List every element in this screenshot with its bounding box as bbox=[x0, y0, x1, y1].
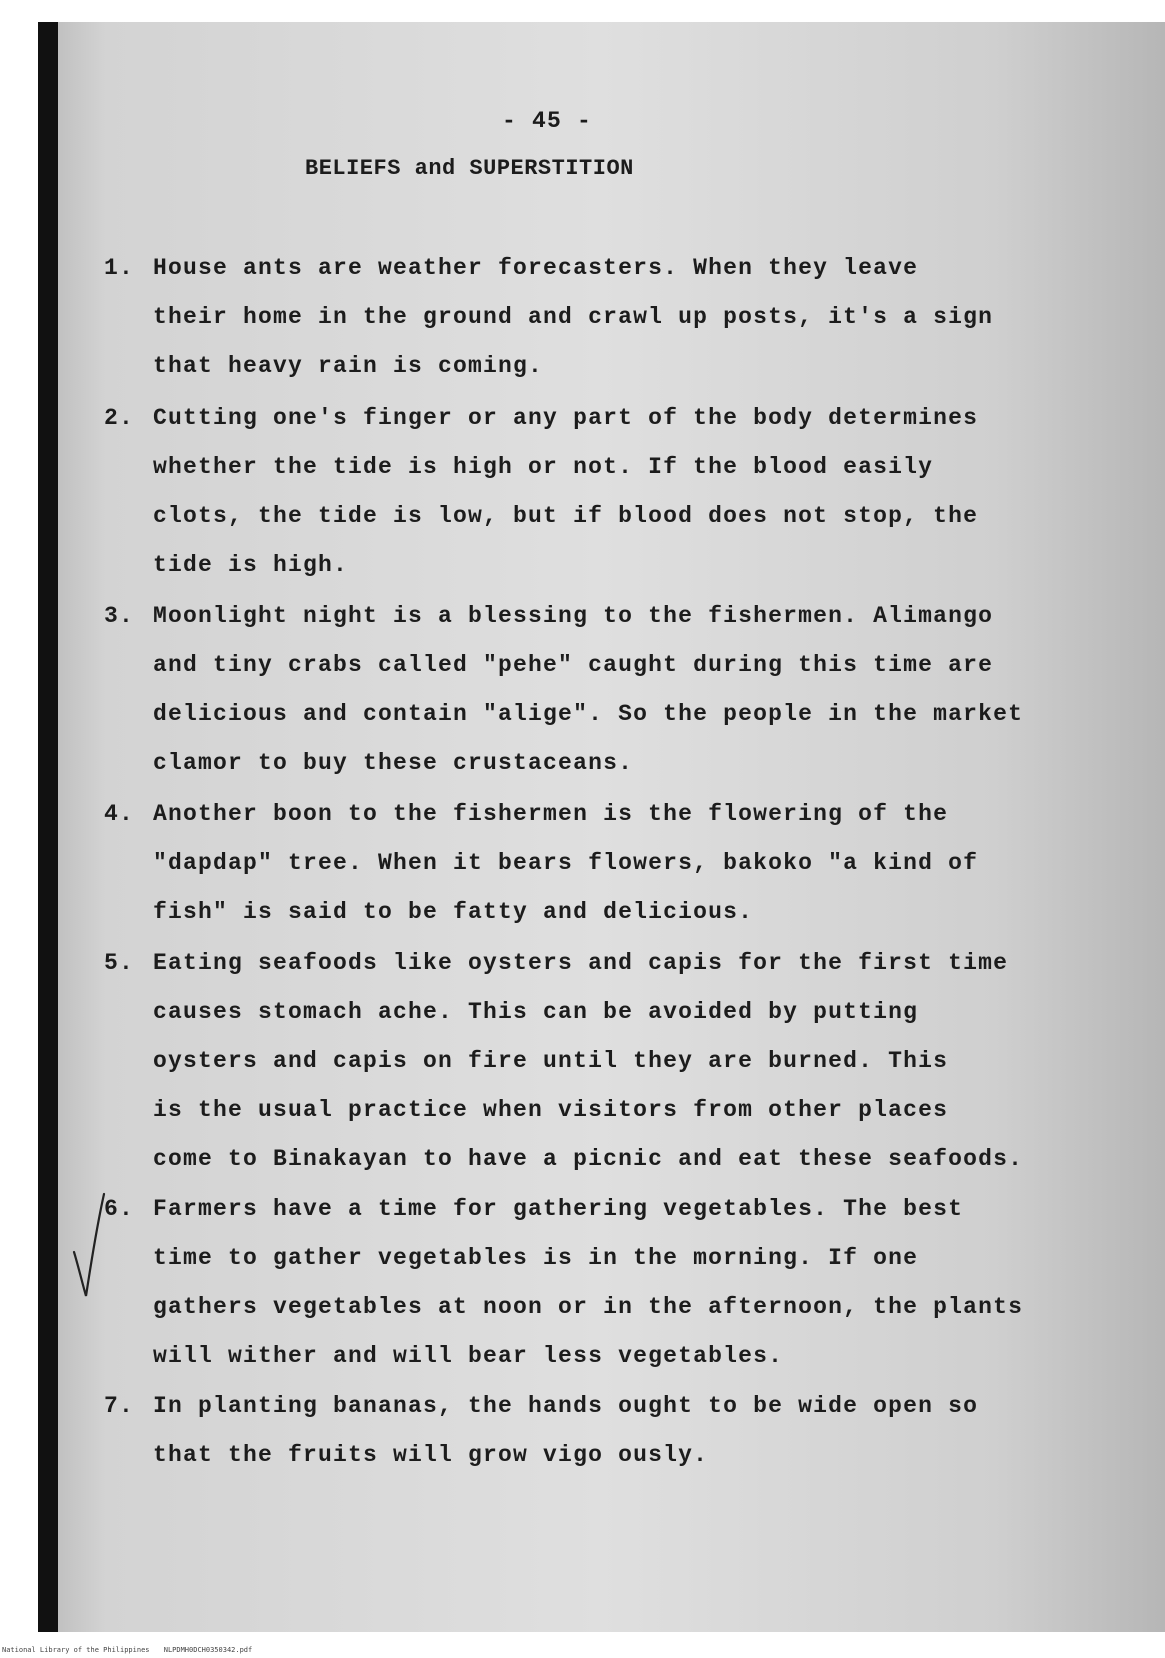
page-number: - 45 - bbox=[502, 108, 593, 134]
item-5-line-1: Eating seafoods like oysters and capis for the first time bbox=[153, 950, 1009, 976]
item-5-line-4: is the usual practice when visitors from other places bbox=[153, 1097, 949, 1123]
item-2-number: 2. bbox=[104, 405, 135, 431]
item-4-number: 4. bbox=[104, 801, 135, 827]
item-5-line-5: come to Binakayan to have a picnic and eat these seafoods. bbox=[153, 1146, 1024, 1172]
item-2-line-4: tide is high. bbox=[153, 552, 349, 578]
item-4-line-2: "dapdap" tree. When it bears flowers, bakoko "a kind of bbox=[153, 850, 979, 876]
item-1-line-3: that heavy rain is coming. bbox=[153, 353, 544, 379]
footer-filename: NLPDMH0DCH0350342.pdf bbox=[163, 1646, 253, 1654]
item-7-number: 7. bbox=[104, 1393, 135, 1419]
binding-edge bbox=[38, 22, 58, 1632]
handwritten-checkmark-icon bbox=[68, 1190, 108, 1300]
page-title: BELIEFS and SUPERSTITION bbox=[305, 156, 634, 181]
item-1-line-2: their home in the ground and crawl up posts, it's a sign bbox=[153, 304, 994, 330]
item-4-line-1: Another boon to the fishermen is the flowering of the bbox=[153, 801, 949, 827]
item-5-line-2: causes stomach ache. This can be avoided by putting bbox=[153, 999, 919, 1025]
item-6-line-4: will wither and will bear less vegetables. bbox=[153, 1343, 784, 1369]
item-1-number: 1. bbox=[104, 255, 135, 281]
item-3-line-4: clamor to buy these crustaceans. bbox=[153, 750, 634, 776]
item-1-line-1: House ants are weather forecasters. When they leave bbox=[153, 255, 919, 281]
item-2-line-3: clots, the tide is low, but if blood does not stop, the bbox=[153, 503, 979, 529]
item-7-line-2: that the fruits will grow vigo ously. bbox=[153, 1442, 709, 1468]
footer-institution: National Library of the Philippines bbox=[2, 1646, 150, 1654]
item-6-line-1: Farmers have a time for gathering vegetables. The best bbox=[153, 1196, 964, 1222]
item-3-line-3: delicious and contain "alige". So the people in the market bbox=[153, 701, 1024, 727]
item-2-line-1: Cutting one's finger or any part of the body determines bbox=[153, 405, 979, 431]
item-6-line-3: gathers vegetables at noon or in the afternoon, the plants bbox=[153, 1294, 1024, 1320]
item-6-number: 6. bbox=[104, 1196, 135, 1222]
item-2-line-2: whether the tide is high or not. If the blood easily bbox=[153, 454, 934, 480]
item-3-line-1: Moonlight night is a blessing to the fishermen. Alimango bbox=[153, 603, 994, 629]
item-5-line-3: oysters and capis on fire until they are burned. This bbox=[153, 1048, 949, 1074]
item-6-line-2: time to gather vegetables is in the morning. If one bbox=[153, 1245, 919, 1271]
item-3-number: 3. bbox=[104, 603, 135, 629]
scan-footer bbox=[2, 1646, 262, 1654]
item-5-number: 5. bbox=[104, 950, 135, 976]
item-7-line-1: In planting bananas, the hands ought to be wide open so bbox=[153, 1393, 979, 1419]
item-3-line-2: and tiny crabs called "pehe" caught during this time are bbox=[153, 652, 994, 678]
item-4-line-3: fish" is said to be fatty and delicious. bbox=[153, 899, 754, 925]
